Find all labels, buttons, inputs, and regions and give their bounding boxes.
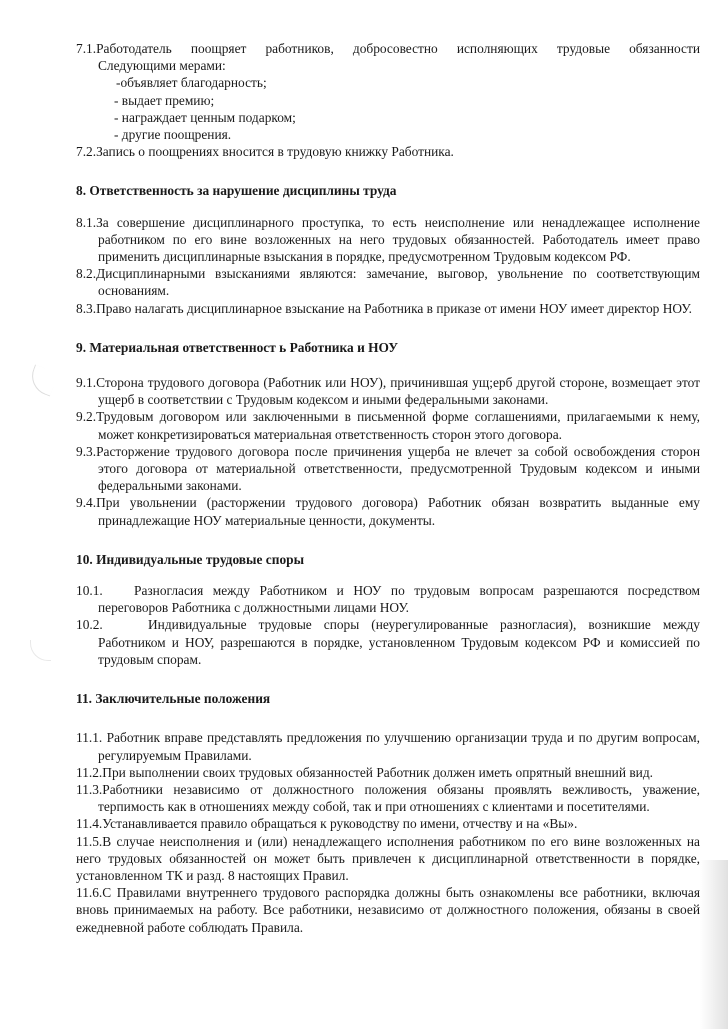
section-heading: 9. Материальная ответственност ь Работника и НОУ [76, 339, 399, 355]
paragraph-11-1: 11.1. Работник вправе представлять предложения по улучшению организации труда и по другим вопросам, регулируемым Правилами. [76, 730, 700, 763]
section-11 [76, 690, 700, 936]
section-heading: 10. Индивидуальные трудовые споры [76, 551, 305, 567]
paragraph-11-4: 11.4.Устанавливается правило обращаться к руководству по имени, отчеству и на «Вы». [76, 816, 578, 832]
paragraph-11-3: 11.3.Работники независимо от должностного положения обязаны проявлять вежливость, уважение, терпимость как в отношениях между собой, так и при отношениях с клиентами и посетителями. [76, 781, 700, 815]
list-item: - другие поощрения. [114, 127, 232, 143]
paragraph-7-2: 7.2.Запись о поощрениях вносится в трудовую книжку Работника. [76, 144, 454, 160]
paragraph-8-1: 8.1.За совершение дисциплинарного проступка, то есть неисполнение или ненадлежащее исполнение работником по его вине возложенных на него трудовых обязанностей. Работодатель имеет право применить дисциплинарные взыскания в порядке, предусмотренном Трудовым кодексом РФ. [76, 214, 700, 265]
paragraph-7-1-continuation: Следующими мерами: [98, 58, 226, 74]
scan-edge-shadow [700, 860, 728, 1029]
list-item: - награждает ценным подарком; [114, 109, 296, 125]
paragraph-number: 10.1. [76, 583, 103, 599]
paragraph-7-1: 7.1.Работодатель поощряет работников, добросовестно исполняющих трудовые обязанности [76, 41, 700, 56]
list-item: - выдает премию; [114, 92, 215, 108]
scan-artifact [30, 640, 51, 661]
paragraph-11-6: 11.6.С Правилами внутреннего трудового распорядка должны быть ознакомлены все работники, включая вновь принимаемых на работу. Все работники, независимо от должностного положения, обязаны в своей ежедневной работе соблюдать Правила. [76, 885, 700, 935]
section-10 [76, 551, 700, 668]
paragraph-8-3: 8.3.Право налагать дисциплинарное взыскание на Работника в приказе от имени НОУ имеет директор НОУ. [76, 300, 692, 316]
document-page [76, 40, 700, 936]
section-heading: 11. Заключительные положения [76, 691, 271, 707]
section-heading: 8. Ответственность за нарушение дисциплины труда [76, 183, 397, 199]
paragraph-text: Индивидуальные трудовые споры (неурегулированные разногласия), возникшие между Работником и НОУ, разрешаются в порядке, установленном Трудовым кодексом РФ и комиссией по трудовым спорам. [98, 617, 700, 667]
paragraph-10-2 [76, 616, 700, 668]
paragraph-8-2: 8.2.Дисциплинарными взысканиями являются: замечание, выговор, увольнение по соответствующим основаниям. [76, 266, 700, 299]
paragraph-number: 10.2. [76, 617, 103, 633]
scan-artifact [26, 364, 58, 396]
paragraph-10-1 [76, 582, 700, 616]
paragraph-9-4: 9.4.При увольнении (расторжении трудового договора) Работник обязан возвратить выданные ему принадлежащие НОУ материальные ценности, документы. [76, 495, 700, 528]
paragraph-9-3: 9.3.Расторжение трудового договора после причинения ущерба не влечет за собой освобождения сторон этого договора от материальной ответственности, предусмотренной Трудовым кодексом и иными федеральными законами. [76, 443, 700, 494]
list-item: -объявляет благодарность; [116, 75, 267, 91]
paragraph-11-5: 11.5.В случае неисполнения и (или) ненадлежащего исполнения работником по его вине возложенных на него трудовых обязанностей он может быть привлечен к дисциплинарной ответственности в порядке, установленном ТК и разд. 8 настоящих Правил. [76, 833, 700, 883]
section-7 [76, 40, 700, 160]
paragraph-text: Разногласия между Работником и НОУ по трудовым вопросам разрешаются посредством переговоров Работника с должностными лицами НОУ. [98, 583, 700, 616]
paragraph-9-1: 9.1.Сторона трудового договора (Работник или НОУ), причинившая ущ;ерб другой стороне, возмещает этот ущерб в соответствии с Трудовым кодексом и иными федеральными законами. [76, 375, 700, 408]
paragraph-11-2: 11.2.При выполнении своих трудовых обязанностей Работник должен иметь опрятный внешний вид. [76, 764, 653, 780]
section-9 [76, 339, 700, 529]
section-8 [76, 182, 700, 316]
paragraph-9-2: 9.2.Трудовым договором или заключенными в письменной форме соглашениями, прилагаемыми к нему, может конкретизироваться материальная ответственность сторон этого договора. [76, 409, 700, 442]
